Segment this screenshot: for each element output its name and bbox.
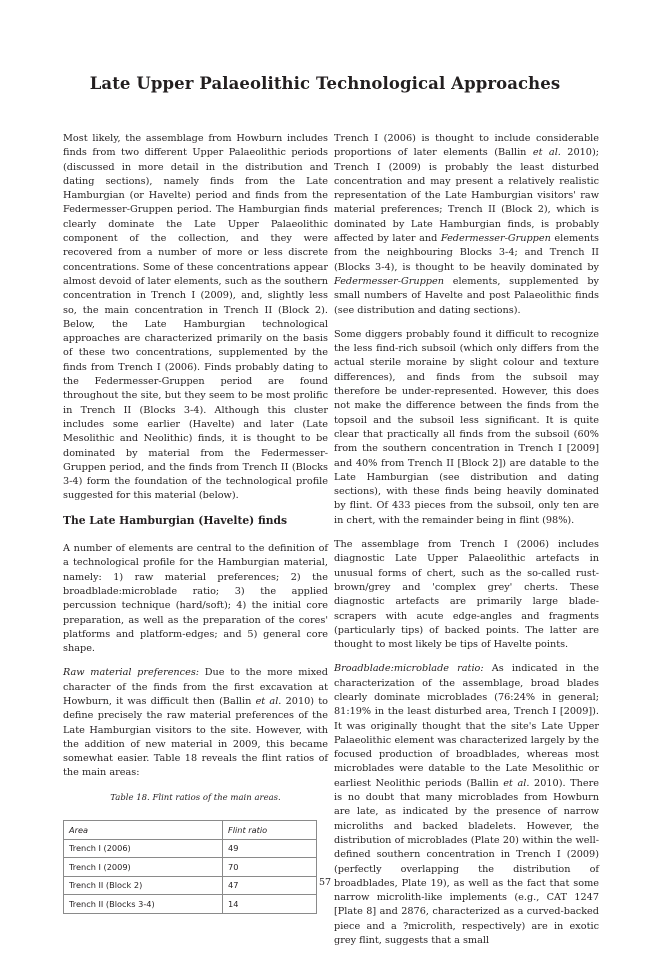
table-header: Flint ratio: [223, 821, 317, 840]
text-run: Due to the more mixed character of the finds from the first excavation at Howburn, it was difficult then (Ballin: [63, 667, 328, 707]
table-cell: Trench I (2009): [64, 858, 223, 877]
text-run: et al.: [532, 147, 561, 159]
text-run: et al.: [503, 777, 530, 789]
paragraph: [334, 662, 599, 948]
paragraph: The assemblage from Trench I (2006) includes diagnostic Late Upper Palaeolithic artefacts in unusual forms of chert, such as the so-called rust-brown/grey and 'complex grey' cherts. These diagnostic artefacts are primarily large blade-scrapers with acute edge-angles and fragments (particularly tips) of backed points. The latter are thought to most likely be tips of Havelte points.: [334, 539, 599, 651]
table-cell: Trench II (Block 2): [64, 876, 223, 895]
section-heading: The Late Hamburgian (Havelte) finds: [63, 513, 287, 527]
table-cell: Trench I (2006): [64, 839, 223, 858]
text-run: et al.: [255, 695, 282, 707]
text-run: Trench I (2006) is thought to include considerable proportions of later elements (Ballin: [334, 133, 599, 159]
page-title: Late Upper Palaeolithic Technological Approaches: [89, 74, 561, 93]
text-run: 2010) to define precisely the raw material preferences of the Late Hamburgian visitors to the site. However, with the addition of new material in 2009, this became somewhat easier. Table 18 reveals the flint ratios of the main areas:: [63, 695, 328, 779]
text-run: 2010). There is no doubt that many microblades from Howburn are late, as indicated by the presence of narrow microliths and backed bladelets. However, the distribution of microblades (Plate 20) within the well-defined southern concentration in Trench I (2009) (perfectly overlapping the distribution of broadblades, Plate 19), as well as the fact that some narrow microlith-like implements (e.g., CAT 1247 [Plate 8] and 2876, characterized as a curved-backed piece and a ?microlith, respectively) are in exotic grey flint, suggests that a small: [334, 777, 599, 947]
text-run: Federmesser-Gruppen: [440, 233, 551, 245]
paragraph: Some diggers probably found it difficult to recognize the less find-rich subsoil (which only differs from the actual sterile moraine by slight colour and texture differences), and finds from the subsoil may therefore be under-represented. However, this does not make the difference between the finds from the topsoil and the subsoil less significant. It is quite clear that practically all finds from the subsoil (60% from the southern concentration in Trench I [2009] and 40% from Trench II [Block 2]) are datable to the Late Hamburgian (see distribution and dating sections), with these finds being heavily dominated by flint. Of 433 pieces from the subsoil, only ten are in chert, with the remainder being in flint (98%).: [334, 328, 599, 526]
table-cell: 49: [223, 839, 317, 858]
text-run: Federmesser-Gruppen: [334, 275, 444, 287]
table-row: [64, 839, 317, 858]
paragraph-lead: Broadblade:microblade ratio:: [334, 663, 484, 675]
table-row: [64, 858, 317, 877]
paragraph: Most likely, the assemblage from Howburn includes finds from two different Upper Palaeolithic periods (discussed in more detail in the distribution and dating sections), namely finds from the Late Hamburgian (or Havelte) period and finds from the Federmesser-Gruppen period. The Hamburgian finds clearly dominate the Late Upper Palaeolithic component of the collection, and they were recovered from a number of more or less discrete concentrations. Some of these concentrations appear almost devoid of later elements, such as the southern concentration in Trench I (2009), and, slightly less so, the main concentration in Trench II (Block 2). Below, the Late Hamburgian technological approaches are characterized primarily on the basis of these two concentrations, supplemented by the finds from Trench I (2006). Finds probably dating to the Federmesser-Gruppen period are found throughout the site, but they seem to be most prolific in Trench II (Blocks 3-4). Although this cluster includes some earlier (Havelte) and later (Late Mesolithic and Neolithic) finds, it is thought to be dominated by material from the Federmesser-Gruppen period, and the finds from Trench II (Blocks 3-4) form the foundation of the technological profile suggested for this material (below).: [63, 133, 328, 502]
paragraph: A number of elements are central to the definition of a technological profile for the Hamburgian material, namely: 1) raw material preferences; 2) the broadblade:microblade ratio; 3) the applied percussion technique (hard/soft); 4) the initial core preparation, as well as the preparation of the cores' platforms and platform-edges; and 5) general core shape.: [63, 543, 328, 655]
text-run: elements, supplemented by small numbers of Havelte and post Palaeolithic finds (see distribution and dating sections).: [334, 275, 599, 316]
table-cell: 47: [223, 876, 317, 895]
right-column: [334, 132, 599, 958]
table-row: [64, 895, 317, 914]
text-run: 2010); Trench I (2009) is probably the least disturbed concentration and may present a relatively realistic representation of the Late Hamburgian visitors' raw material preferences; Trench II (Block 2), which is dominated by Late Hamburgian finds, is probably affected by later and: [334, 147, 599, 245]
paragraph: [63, 666, 328, 780]
text-run: elements from the neighbouring Blocks 3-4; and Trench II (Blocks 3-4), is thought to be heavily dominated by: [334, 233, 599, 273]
table-header: Area: [64, 821, 223, 840]
flint-ratio-table: [63, 820, 317, 914]
page-number: 57: [318, 877, 332, 888]
table-caption: Table 18. Flint ratios of the main areas.: [110, 792, 281, 803]
left-column: [63, 132, 328, 914]
table-cell: 14: [223, 895, 317, 914]
table-header-row: [64, 821, 317, 840]
paragraph-lead: Raw material preferences:: [63, 667, 200, 679]
table-cell: Trench II (Blocks 3-4): [64, 895, 223, 914]
table-cell: 70: [223, 858, 317, 877]
text-run: As indicated in the characterization of the assemblage, broad blades clearly dominate microblades (76:24% in general; 81:19% in the least disturbed area, Trench I [2009]). It was originally thought that the site's Late Upper Palaeolithic element was characterized largely by the focused production of broadblades, whereas most microblades were datable to the Late Mesolithic or earliest Neolithic periods (Ballin: [334, 663, 599, 789]
paragraph: [334, 132, 599, 318]
